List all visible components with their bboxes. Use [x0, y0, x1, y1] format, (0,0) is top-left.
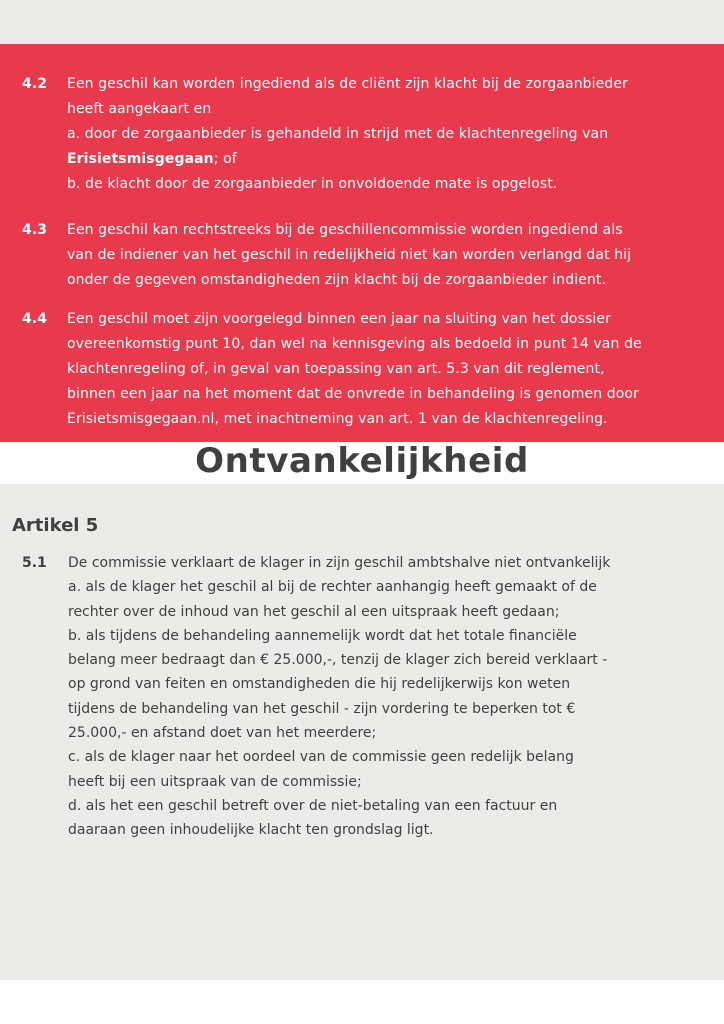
- clause-line: op grond van feiten en omstandigheden die hij redelijkerwijs kon weten: [68, 676, 571, 693]
- clause-line: daaraan geen inhoudelijke klacht ten grondslag ligt.: [68, 822, 434, 839]
- clause-line: [67, 147, 682, 172]
- clause-line: tijdens de behandeling van het geschil - zijn vordering te beperken tot €: [68, 700, 576, 717]
- org-name: Erisietsmisgegaan: [67, 151, 214, 167]
- clause-body: [67, 218, 682, 293]
- article-title: Artikel 5: [12, 515, 99, 536]
- clause-line: a. door de zorgaanbieder is gehandeld in strijd met de klachtenregeling van: [67, 126, 609, 142]
- clause-line: a. als de klager het geschil al bij de rechter aanhangig heeft gemaakt of de: [68, 579, 597, 596]
- top-band: [0, 0, 724, 44]
- clause-line: Een geschil kan worden ingediend als de cliënt zijn klacht bij de zorgaanbieder: [67, 76, 628, 92]
- clause-number: 4.3: [22, 222, 48, 238]
- clause-4-2: [22, 72, 682, 197]
- clause-line: heeft bij een uitspraak van de commissie;: [68, 773, 362, 790]
- clause-number: 5.1: [22, 555, 47, 571]
- clause-line: heeft aangekaart en: [67, 101, 212, 117]
- clause-line: overeenkomstig punt 10, dan wel na kennisgeving als bedoeld in punt 14 van de: [67, 336, 642, 352]
- bottom-band: [0, 980, 724, 1024]
- clause-line: klachtenregeling of, in geval van toepassing van art. 5.3 van dit reglement,: [67, 361, 605, 377]
- clause-body: [68, 551, 702, 843]
- clause-line: Een geschil moet zijn voorgelegd binnen een jaar na sluiting van het dossier: [67, 311, 611, 327]
- clause-number: 4.4: [22, 311, 48, 327]
- clause-line: De commissie verklaart de klager in zijn geschil ambtshalve niet ontvankelijk: [68, 555, 611, 571]
- clause-line: Een geschil kan rechtstreeks bij de geschillencommissie worden ingediend als: [67, 222, 623, 238]
- red-section: [0, 44, 724, 442]
- clause-5-1: [22, 551, 702, 843]
- clause-line: van de indiener van het geschil in redelijkheid niet kan worden verlangd dat hij: [67, 247, 632, 263]
- clause-line: rechter over de inhoud van het geschil al een uitspraak heeft gedaan;: [68, 603, 560, 620]
- clause-body: [67, 307, 682, 432]
- clause-line: d. als het een geschil betreft over de niet-betaling van een factuur en: [68, 797, 558, 814]
- clause-4-4: [22, 307, 682, 432]
- clause-line: 25.000,- en afstand doet van het meerdere;: [68, 725, 377, 742]
- section-heading: Ontvankelijkheid: [195, 441, 529, 481]
- clause-line: c. als de klager naar het oordeel van de commissie geen redelijk belang: [68, 749, 574, 766]
- clause-line-rest: ; of: [213, 151, 237, 167]
- clause-body: [67, 72, 682, 197]
- clause-number: 4.2: [22, 76, 48, 92]
- clause-line: belang meer bedraagt dan € 25.000,-, tenzij de klager zich bereid verklaart -: [68, 652, 608, 669]
- clause-line: b. de klacht door de zorgaanbieder in onvoldoende mate is opgelost.: [67, 176, 558, 192]
- clause-4-3: [22, 218, 682, 293]
- clause-line: b. als tijdens de behandeling aannemelijk wordt dat het totale financiële: [68, 627, 577, 644]
- clause-line: onder de gegeven omstandigheden zijn klacht bij de zorgaanbieder indient.: [67, 272, 607, 288]
- clause-line: Erisietsmisgegaan.nl, met inachtneming van art. 1 van de klachtenregeling.: [67, 411, 608, 427]
- clause-line: binnen een jaar na het moment dat de onvrede in behandeling is genomen door: [67, 386, 639, 402]
